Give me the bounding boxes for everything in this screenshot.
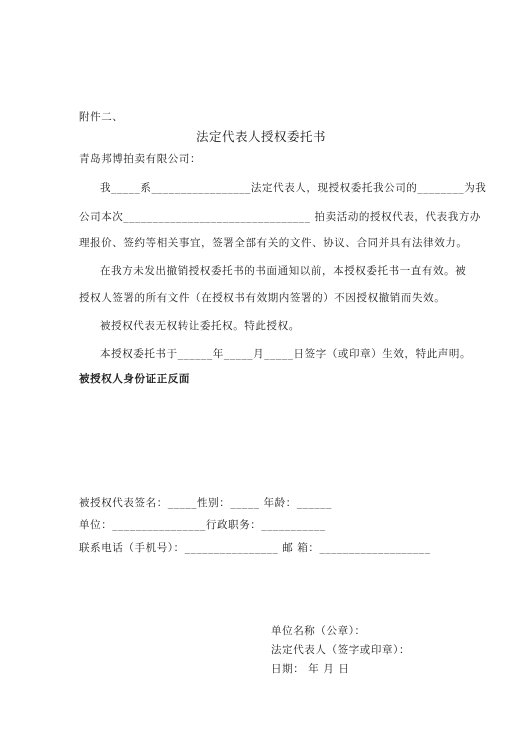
legal-representative-signature: 法定代表人（签字或印章）： [271,644,411,656]
paragraph4: 本授权委托书于______年_____月_____日签字（或印章）生效，特此声明。 [100,348,472,360]
phone-email-line: 联系电话（手机号）：________________ 邮 箱：___________________ [79,542,431,554]
signature-gender-age-line: 被授权代表签名：_____性别：_____ 年龄：______ [79,497,332,509]
paragraph2-line2: 授权人签署的所有文件（在授权书有效期内签署的）不因授权撤销而失效。 [79,292,446,304]
paragraph1-line2: 公司本次________________________________ 拍卖活动的授权代表，代表我方办 [79,211,482,223]
unit-name-seal: 单位名称（公章）： [271,625,366,637]
paragraph1-line3: 理报价、签约等相关事宜，签署全部有关的文件、协议、合同并具有法律效力。 [79,237,468,249]
addressee: 青岛邦博拍卖有限公司： [79,153,202,165]
attachment-label: 附件二、 [79,111,124,123]
unit-position-line: 单位：________________行政职务：___________ [79,519,326,531]
id-card-heading: 被授权人身份证正反面 [79,373,190,385]
paragraph3: 被授权代表无权转让委托权。特此授权。 [100,320,300,332]
document-title: 法定代表人授权委托书 [195,129,326,144]
date-line: 日期： 年 月 日 [271,663,350,675]
paragraph1-line1: 我_____系_________________法定代表人，现授权委托我公司的________为我 [100,182,487,194]
paragraph2-line1: 在我方未发出撤销授权委托书的书面通知以前，本授权委托书一直有效。被 [100,265,467,277]
